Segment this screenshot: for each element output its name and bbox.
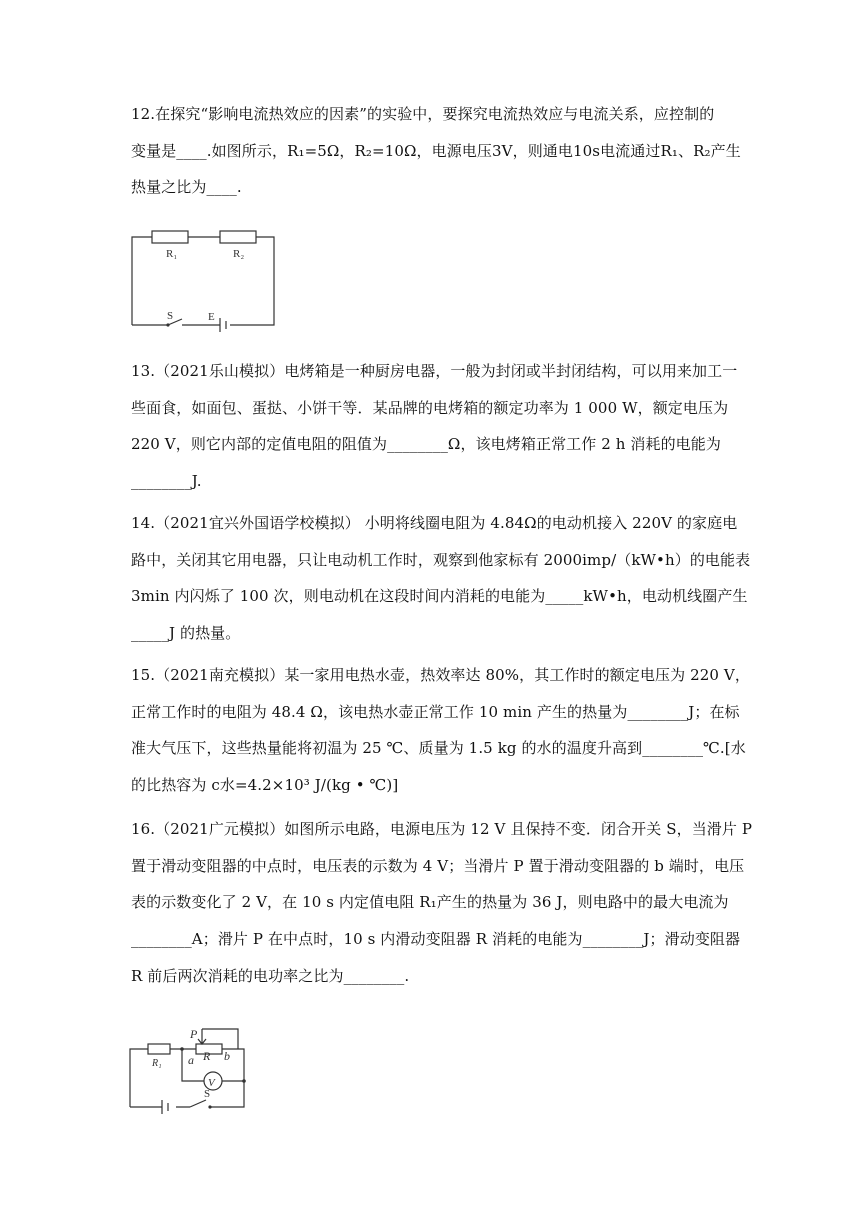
figure-label: R₂ <box>233 248 245 260</box>
figure-label: P <box>190 1027 198 1041</box>
figure-label: a <box>188 1053 194 1067</box>
question-line: 15.（2021南充模拟）某一家用电热水壶，热效率达 80%，其工作时的额定电压为 220 V， <box>131 666 750 684</box>
question-line: 13.（2021乐山模拟）电烤箱是一种厨房电器，一般为封闭或半封闭结构，可以用来加工一 <box>131 362 738 380</box>
question-line: 正常工作时的电阻为 48.4 Ω，该电热水壶正常工作 10 min 产生的热量为________J；在标 <box>131 702 740 721</box>
figure-label: R <box>203 1049 211 1063</box>
question-line: 12.在探究“影响电流热效应的因素”的实验中，要探究电流热效应与电流关系，应控制的 <box>131 105 715 123</box>
question-15 <box>131 657 750 804</box>
series-circuit-diagram <box>128 225 278 335</box>
switch-contact <box>166 323 169 326</box>
junction-dot <box>180 1047 184 1051</box>
question-line: 置于滑动变阻器的中点时，电压表的示数为 4 V；当滑片 P 置于滑动变阻器的 b 端时，电压 <box>131 856 745 875</box>
question-line: 变量是____.如图所示，R₁=5Ω，R₂=10Ω，电源电压3V，则通电10s电流通过R₁、R₂产生 <box>131 141 741 160</box>
question-line: 热量之比为____. <box>131 178 242 197</box>
question-line: ________J. <box>131 472 202 491</box>
figure-label: S <box>204 1088 211 1100</box>
switch-contact <box>208 1105 211 1108</box>
figure-label: V <box>208 1077 215 1089</box>
question-line: 220 V，则它内部的定值电阻的阻值为________Ω，该电烤箱正常工作 2 h 消耗的电能为 <box>131 435 721 454</box>
figure-label: R₁ <box>166 248 178 260</box>
junction-dot <box>242 1079 246 1083</box>
question-line: R 前后两次消耗的电功率之比为________. <box>131 966 410 985</box>
figure-label: S <box>167 310 174 322</box>
question-line: 16.（2021广元模拟）如图所示电路，电源电压为 12 V 且保持不变．闭合开关 S，当滑片 P <box>131 820 753 838</box>
question-line: ________A；滑片 P 在中点时，10 s 内滑动变阻器 R 消耗的电能为________J；滑动变阻器 <box>131 930 741 949</box>
question-line: 14.（2021宜兴外国语学校模拟） 小明将线圈电阻为 4.84Ω的电动机接入 220V 的家庭电 <box>131 514 738 532</box>
question-line: 的比热容为 c水=4.2×10³ J/(kg • ℃)] <box>131 776 399 795</box>
figure-label: R₁ <box>152 1058 162 1069</box>
question-line: _____J 的热量。 <box>131 624 241 643</box>
question-line: 表的示数变化了 2 V，在 10 s 内定值电阻 R₁产生的热量为 36 J，则电路中的最大电流为 <box>131 893 729 912</box>
question-line: 3min 内闪烁了 100 次，则电动机在这段时间内消耗的电能为_____kW•h，电动机线圈产生 <box>131 587 748 606</box>
figure-label: b <box>224 1049 230 1063</box>
question-13 <box>131 353 743 500</box>
question-line: 些面食，如面包、蛋挞、小饼干等．某品牌的电烤箱的额定功率为 1 000 W，额定电压为 <box>131 398 729 417</box>
question-14 <box>131 505 751 652</box>
question-line: 路中，关闭其它用电器，只让电动机工作时，观察到他家标有 2000imp/（kW•h）的电能表 <box>131 550 751 569</box>
question-12 <box>131 96 743 206</box>
question-line: 准大气压下，这些热量能将初温为 25 ℃、质量为 1.5 kg 的水的温度升高到________℃.[水 <box>131 739 746 758</box>
rheostat-circuit-diagram <box>126 1027 258 1117</box>
figure-label: E <box>208 311 215 323</box>
question-16 <box>131 811 753 995</box>
